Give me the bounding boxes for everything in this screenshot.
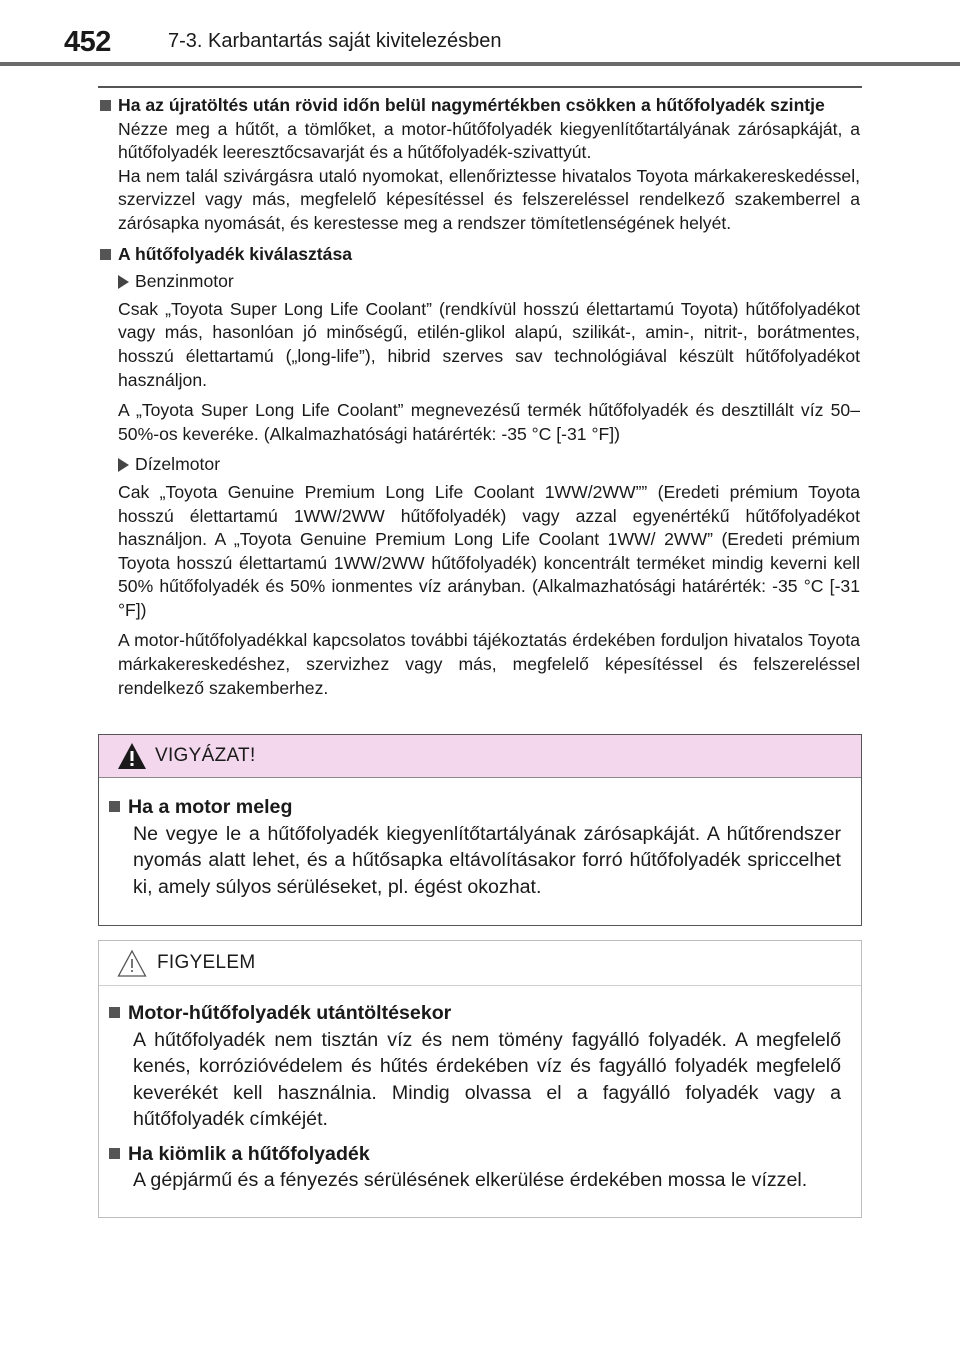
square-bullet-icon xyxy=(109,801,120,812)
triangle-bullet-icon xyxy=(118,275,129,289)
notice-text: A gépjármű és a fényezés sérülésének elkerülése érdekében mossa le vízzel. xyxy=(133,1169,808,1191)
page-header xyxy=(0,0,960,68)
section-heading xyxy=(98,243,860,267)
paragraph: Cak „Toyota Genuine Premium Long Life Coolant 1WW/2WW”” (Eredeti prémium Toyota hosszú élettartamú 1WW/2WW hűtőfolyadék) vagy azzal egyenértékű hűtőfolyadékot használjon. A „Toyota Genuine Premium Long Life Coolant 1WW/ 2WW” (Eredeti prémium Toyota hosszú élettartamú 1WW/2WW hűtőfolyadék) koncentrált terméket mindig keverni kell 50% hűtőfolyadék és 50% ionmentes víz arányban. (Alkalmazhatósági határérték: -35 °C [-31 °F]) xyxy=(118,481,860,620)
page-number: 452 xyxy=(64,26,111,58)
chapter-title: 7-3. Karbantartás saját kivitelezésben xyxy=(168,30,502,52)
subheading-text: Benzinmotor xyxy=(135,271,234,292)
content-top-divider xyxy=(98,86,862,88)
square-bullet-icon xyxy=(100,100,111,111)
notice-title: FIGYELEM xyxy=(157,952,256,973)
subheading-diesel xyxy=(118,453,860,477)
header-divider xyxy=(0,62,960,66)
square-bullet-icon xyxy=(109,1148,120,1159)
paragraph: A „Toyota Super Long Life Coolant” megnevezésű termék hűtőfolyadék és desztillált víz 50–50%-os keveréke. (Alkalmazhatósági határérték: -35 °C [-31 °F]) xyxy=(118,400,860,444)
subheading-petrol xyxy=(118,270,860,294)
paragraph: Csak „Toyota Super Long Life Coolant” (rendkívül hosszú élettartamú Toyota) hűtőfolyadékot vagy más, hasonlóan jó minőségű, etilén-glikol alapú, szilikát-, amin-, nitrit-, borátmentes, hosszú élettartamú („long-life”), hibrid szerves sav technológiával készült hűtőfolyadékot használjon. xyxy=(118,298,860,390)
warning-section-heading xyxy=(109,794,841,821)
notice-section-heading-text: Motor-hűtőfolyadék utántöltésekor xyxy=(128,1002,452,1024)
warning-section-heading-text: Ha a motor meleg xyxy=(128,796,293,818)
section-heading xyxy=(98,94,860,118)
notice-section-heading xyxy=(109,1141,841,1168)
paragraph: Ha nem talál szivárgásra utaló nyomokat, ellenőriztesse hivatalos Toyota márkakereskedéssel, szervizzel vagy más, megfelelő képesítéssel és felszereléssel rendelkező szakemberrel a zárósapka nyomását, és kerestesse meg a rendszer tömítetlenségének helyét. xyxy=(118,165,860,233)
square-bullet-icon xyxy=(100,249,111,260)
section-heading-text: Ha az újratöltés után rövid időn belül nagymértékben csökken a hűtőfolyadék szintje xyxy=(118,95,825,115)
section-refill-level-drop xyxy=(98,94,860,236)
paragraph: A motor-hűtőfolyadékkal kapcsolatos további tájékoztatás érdekében forduljon hivatalos Toyota márkakereskedéshez, szervizhez vagy más, megfelelő képesítéssel és felszereléssel rendelkező szakemberhez. xyxy=(118,630,860,698)
square-bullet-icon xyxy=(109,1007,120,1018)
main-content xyxy=(98,94,860,707)
notice-box xyxy=(98,940,862,1218)
paragraph: Nézze meg a hűtőt, a tömlőket, a motor-hűtőfolyadék kiegyenlítőtartályának zárósapkáját, a hűtőfolyadék leeresztőcsavarját és a hűtőfolyadék-szivattyút. xyxy=(118,118,860,163)
warning-box xyxy=(98,734,862,926)
notice-section-heading-text: Ha kiömlik a hűtőfolyadék xyxy=(128,1142,370,1165)
section-coolant-selection xyxy=(98,243,860,701)
subheading-text: Dízelmotor xyxy=(135,454,221,475)
triangle-bullet-icon xyxy=(118,458,129,472)
warning-triangle-icon xyxy=(117,742,147,770)
notice-text: A hűtőfolyadék nem tisztán víz és nem tömény fagyálló folyadék. A megfelelő kenés, korrózióvédelem és hűtés érdekében víz és fagyálló folyadék megfelelő keverékét kell használnia. Mindig olvassa el a fagyálló folyadék vagy a hűtőfolyadék címkéjét. xyxy=(133,1028,841,1130)
caution-outline-triangle-icon xyxy=(117,949,147,977)
section-heading-text: A hűtőfolyadék kiválasztása xyxy=(118,243,353,264)
warning-header xyxy=(99,735,861,778)
warning-text: Ne vegye le a hűtőfolyadék kiegyenlítőtartályának zárósapkáját. A hűtőrendszer nyomás alatt lehet, és a hűtősapka eltávolításakor forró hűtőfolyadék spriccelhet ki, amely súlyos sérüléseket, pl. égést okozhat. xyxy=(133,822,841,898)
notice-section-heading xyxy=(109,1000,841,1027)
notice-header xyxy=(99,941,861,986)
warning-title: VIGYÁZAT! xyxy=(155,745,256,766)
